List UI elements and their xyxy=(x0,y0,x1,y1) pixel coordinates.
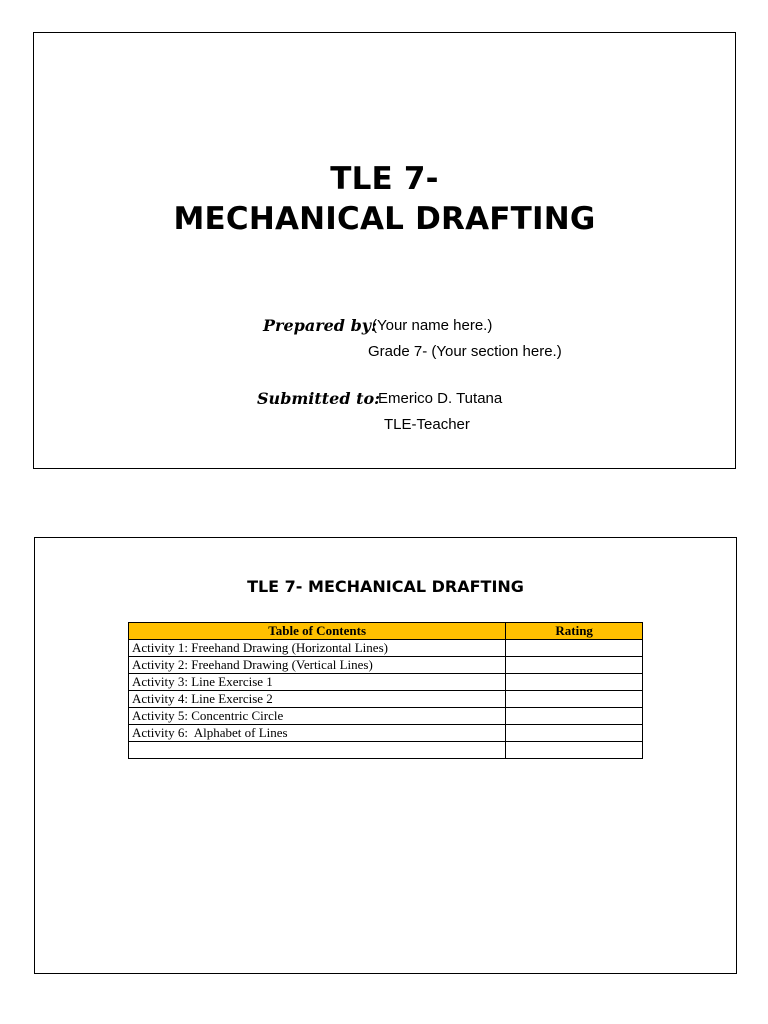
activity-cell: Activity 3: Line Exercise 1 xyxy=(129,674,506,691)
cover-title-line1: TLE 7- xyxy=(330,161,439,197)
rating-cell xyxy=(506,657,643,674)
rating-cell xyxy=(506,691,643,708)
table-header-row xyxy=(129,623,643,640)
submitted-role: TLE-Teacher xyxy=(384,416,470,433)
activity-cell: Activity 4: Line Exercise 2 xyxy=(129,691,506,708)
contents-table xyxy=(128,622,643,759)
rating-cell xyxy=(506,674,643,691)
contents-title: TLE 7- MECHANICAL DRAFTING xyxy=(247,577,524,596)
table-row xyxy=(129,742,643,759)
column-header-rating: Rating xyxy=(506,623,643,640)
rating-cell xyxy=(506,725,643,742)
activity-cell: Activity 2: Freehand Drawing (Vertical Lines) xyxy=(129,657,506,674)
table-row xyxy=(129,691,643,708)
rating-cell xyxy=(506,640,643,657)
table-row xyxy=(129,725,643,742)
table-row xyxy=(129,657,643,674)
table-row xyxy=(129,640,643,657)
submitted-to-label: Submitted to: xyxy=(257,389,381,408)
prepared-name: (Your name here.) xyxy=(372,317,493,334)
cover-title-line2: MECHANICAL DRAFTING xyxy=(173,201,596,237)
rating-cell xyxy=(506,708,643,725)
table-row xyxy=(129,708,643,725)
prepared-section: Grade 7- (Your section here.) xyxy=(368,343,562,360)
cover-title xyxy=(34,159,735,239)
activity-cell: Activity 5: Concentric Circle xyxy=(129,708,506,725)
activity-cell: Activity 6: Alphabet of Lines xyxy=(129,725,506,742)
prepared-by-label: Prepared by: xyxy=(263,316,377,335)
column-header-contents: Table of Contents xyxy=(129,623,506,640)
activity-cell xyxy=(129,742,506,759)
activity-cell: Activity 1: Freehand Drawing (Horizontal Lines) xyxy=(129,640,506,657)
rating-cell xyxy=(506,742,643,759)
cover-slide xyxy=(33,32,736,469)
submitted-name: Emerico D. Tutana xyxy=(378,390,503,407)
table-row xyxy=(129,674,643,691)
contents-slide xyxy=(34,537,737,974)
